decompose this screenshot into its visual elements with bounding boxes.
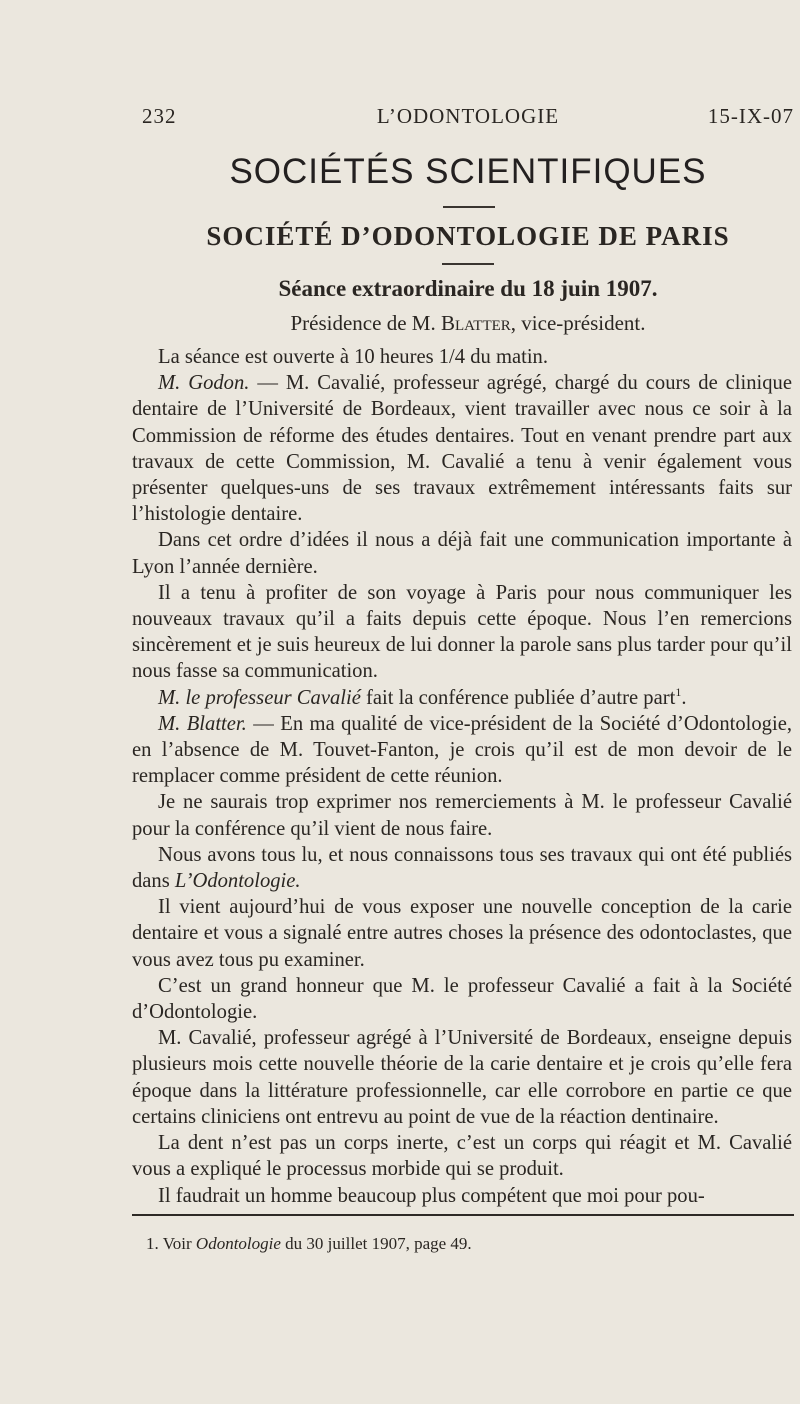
paragraph-text: Il faudrait un homme beaucoup plus compétent que moi pour pou- xyxy=(158,1184,705,1207)
paragraph-text: M. Cavalié, professeur agrégé à l’Université de Bordeaux, enseigne depuis plusieurs mois cette nouvelle théorie de la carie dentaire et je crois qu’elle fera époque dans la littérature professionnelle, car elle corrobore en partie ce que certains cliniciens ont entrevu au point de vue de la réaction dentinaire. xyxy=(132,1027,792,1128)
session-heading: Séance extraordinaire du 18 juin 1907. xyxy=(278,276,658,301)
footnote xyxy=(146,1234,786,1254)
presidency-line xyxy=(130,311,800,336)
president-name: Blatter xyxy=(440,311,511,335)
society-title: SOCIÉTÉ D’ODONTOLOGIE DE PARIS xyxy=(206,221,730,251)
speaker-name: M. le professeur Cavalié xyxy=(158,686,361,709)
section-title: SOCIÉTÉS SCIENTIFIQUES xyxy=(229,152,707,191)
paragraph-text: Il vient aujourd’hui de vous exposer une nouvelle conception de la carie dentaire et vous a signalé entre autres choses la présence des odontoclastes, que vous avez tous pu examiner. xyxy=(132,896,792,971)
paragraph xyxy=(132,973,792,1025)
paragraph xyxy=(132,789,792,841)
footnote-number: 1. xyxy=(146,1234,159,1253)
paragraph xyxy=(132,685,792,711)
speaker-name: M. Godon. xyxy=(158,372,250,395)
paragraph-text: Je ne saurais trop exprimer nos remerciements à M. le professeur Cavalié pour la conférence qu’il vient de nous faire. xyxy=(132,791,792,840)
footnote-journal: Odontologie xyxy=(195,1234,281,1253)
paragraph-text: C’est un grand honneur que M. le professeur Cavalié a fait à la Société d’Odontologie. xyxy=(132,974,792,1024)
paragraph xyxy=(132,370,792,527)
paragraph-text: Il a tenu à profiter de son voyage à Paris pour nous communiquer les nouveaux travaux qu’il a faits depuis cette époque. Nous l’en remercions sincèrement et je suis heureux de lui donner la parole sans plus tarder pour qu’il nous fasse sa communication. xyxy=(132,581,792,683)
paragraph-text: — En ma qualité de vice-président de la Société d’Odontologie, en l’absence de M. Touvet-Fanton, je crois qu’il est de mon devoir de le remplacer comme président de cette réunion. xyxy=(132,712,792,788)
speaker-name: M. Blatter. xyxy=(158,712,247,735)
presidency-before: Présidence de M. xyxy=(290,311,441,335)
paragraph-text: . xyxy=(681,686,687,709)
paragraph xyxy=(132,527,792,579)
running-head xyxy=(142,104,794,134)
paragraph-text: La séance est ouverte à 10 heures 1/4 du matin. xyxy=(158,346,548,368)
presidency-after: , vice-président. xyxy=(510,311,646,335)
paragraph xyxy=(132,842,792,894)
paragraph xyxy=(132,344,792,370)
title-rule xyxy=(443,206,495,208)
paragraph xyxy=(132,1130,792,1182)
paragraph xyxy=(132,894,792,973)
paragraph-text: — M. Cavalié, professeur agrégé, chargé du cours de clinique dentaire de l’Université de Bordeaux, vient travailler avec nous ce soir à la Commission de réforme des études dentaires. Tout en venant prendre part aux travaux de cette Commission, M. Cavalié a tenu à venir également vous présenter quelques-uns de ses travaux extrêmement intéressants faits sur l’histologie dentaire. xyxy=(132,372,792,526)
footnote-marker: 1 xyxy=(675,684,682,699)
page-number: 232 xyxy=(142,104,177,128)
paragraph-text: fait la conférence publiée d’autre part xyxy=(360,686,676,709)
paragraph-text: La dent n’est pas un corps inerte, c’est un corps qui réagit et M. Cavalié vous a expliqué le processus morbide qui se produit. xyxy=(132,1132,792,1181)
journal-reference: L’Odontologie. xyxy=(174,870,301,893)
subtitle-rule xyxy=(442,263,494,265)
issue-date: 15-IX-07 xyxy=(707,104,794,128)
paragraph xyxy=(132,1025,792,1130)
paragraph xyxy=(132,1183,792,1209)
paragraph-text: Dans cet ordre d’idées il nous a déjà fait une communication importante à Lyon l’année dernière. xyxy=(132,529,792,578)
journal-title: L’ODONTOLOGIE xyxy=(376,104,560,128)
paragraph xyxy=(132,580,792,685)
footnote-rule xyxy=(132,1214,794,1216)
paragraph-text: Nous avons tous lu, et nous connaissons tous ses travaux qui ont été publiés dans xyxy=(132,843,792,893)
footnote-text: Voir xyxy=(158,1234,196,1253)
paragraph xyxy=(132,711,792,790)
footnote-text: du 30 juillet 1907, page 49. xyxy=(280,1234,472,1253)
body-text xyxy=(132,344,792,1209)
